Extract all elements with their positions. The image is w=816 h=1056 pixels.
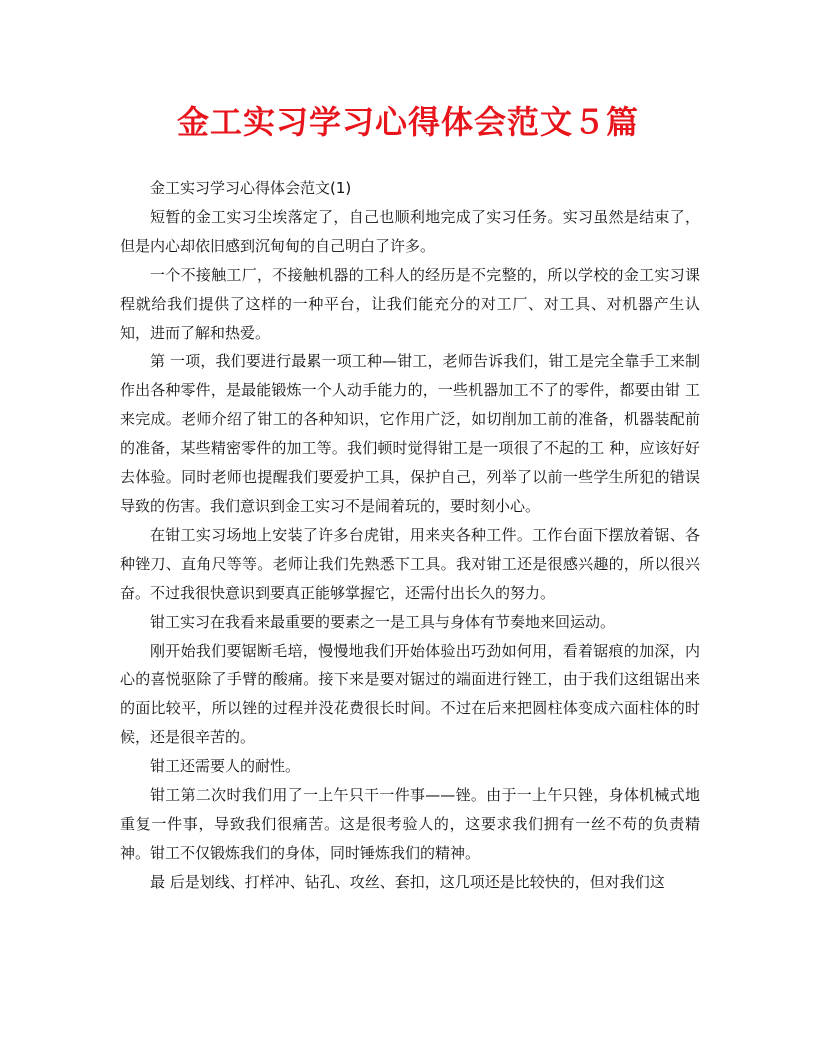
paragraph: 第 一项，我们要进行最累一项工种—钳工，老师告诉我们，钳工是完全靠手工来制作出各种零件，是最能锻炼一个人动手能力的，一些机器加工不了的零件，都要由钳 工来完成。老师介绍了钳工的各种知识，它作用广泛，如切削加工前的准备，机器装配前的准备，某些精密零件的加工等。我们顿时觉得钳工是一项很了不起的工 种，应该好好去体验。同时老师也提醒我们要爱护工具，保护自己，列举了以前一些学生所犯的错误导致的伤害。我们意识到金工实习不是闹着玩的，要时刻小心。 xyxy=(120,352,700,515)
paragraph: 一个不接触工厂，不接触机器的工科人的经历是不完整的，所以学校的金工实习课程就给我们提供了这样的一种平台，让我们能充分的对工厂、对工具、对机器产生认知，进而了解和热爱。 xyxy=(120,265,700,342)
paragraph: 钳工第二次时我们用了一上午只干一件事——锉。由于一上午只锉，身体机械式地重复一件事，导致我们很痛苦。这是很考验人的，这要求我们拥有一丝不苟的负责精神。钳工不仅锻炼我们的身体，同时锤炼我们的精神。 xyxy=(120,786,700,862)
document-title: 金工实习学习心得体会范文５篇 xyxy=(176,103,639,141)
paragraph: 最 后是划线、打样冲、钻孔、攻丝、套扣，这几项还是比较快的，但对我们这 xyxy=(150,872,665,891)
paragraph: 刚开始我们要锯断毛培，慢慢地我们开始体验出巧劲如何用，看着锯痕的加深，内心的喜悦驱除了手臂的酸痛。接下来是要对锯过的端面进行锉工，由于我们这组锯出来的面比较平，所以锉的过程并没花费很长时间。不过在后来把圆柱体变成六面柱体的时候，还是很辛苦的。 xyxy=(120,641,700,747)
paragraph: 在钳工实习场地上安装了许多台虎钳，用来夹各种工件。工作台面下摆放着锯、各种锉刀、直角尺等等。老师让我们先熟悉下工具。我对钳工还是很感兴趣的，所以很兴奋。不过我很快意识到要真正能够掌握它，还需付出长久的努力。 xyxy=(120,525,700,602)
paragraph: 钳工实习在我看来最重要的要素之一是工具与身体有节奏地来回运动。 xyxy=(150,612,616,631)
paragraph: 钳工还需要人的耐性。 xyxy=(150,757,301,776)
document-body xyxy=(120,174,700,897)
paragraph-subtitle: 金工实习学习心得体会范文(1) xyxy=(150,179,352,197)
paragraph: 短暂的金工实习尘埃落定了，自己也顺利地完成了实习任务。实习虽然是结束了，但是内心却依旧感到沉甸甸的自己明白了许多。 xyxy=(120,207,700,255)
